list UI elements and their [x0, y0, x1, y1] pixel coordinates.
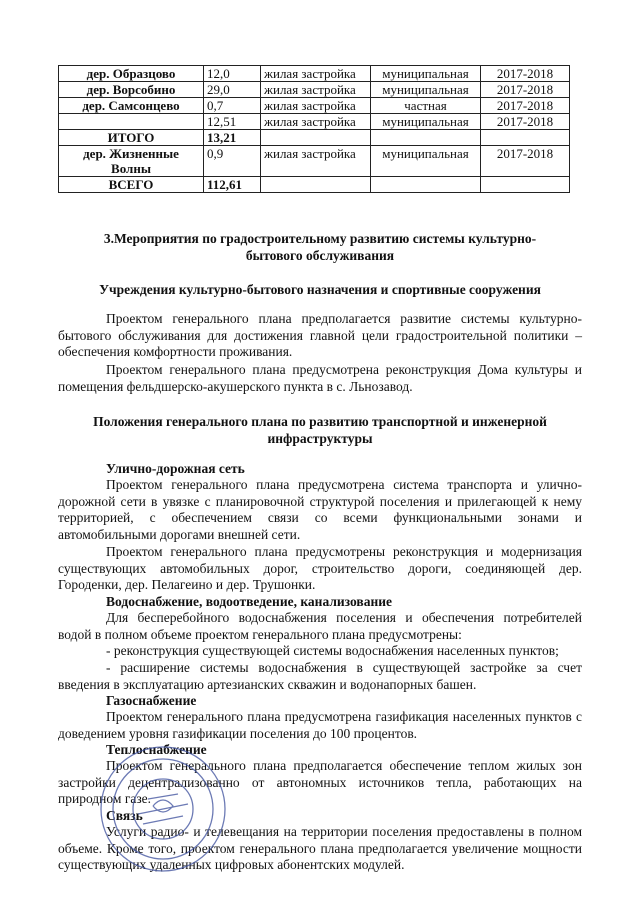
transport-title: [70, 413, 570, 447]
water-item-2: - расширение системы водоснабжения в существующей застройке за счет введения в эксплуатацию артезианских скважин и водонапорных башен.: [58, 660, 582, 692]
row-use-cell: [261, 177, 371, 193]
row-area-cell: 13,21: [204, 130, 261, 146]
roads-para2: Проектом генерального плана предусмотрены реконструкция и модернизация существующих автомобильных дорог, строительство дороги, соединяющей дер. Городенки, дер. Пелагеино и дер. Трушонки.: [58, 544, 582, 592]
row-use-cell: [261, 130, 371, 146]
row-ownership-cell: муниципальная: [371, 146, 481, 177]
section3-para2: Проектом генерального плана предусмотрена реконструкция Дома культуры и помещения фельдшерско-акушерского пункта в с. Льнозавод.: [58, 362, 582, 394]
gas-para: Проектом генерального плана предусмотрена газификация населенных пунктов с доведением уровня газификации поселения до 100 процентов.: [58, 709, 582, 741]
row-area-cell: 0,7: [204, 98, 261, 114]
gas-heading: Газоснабжение: [106, 693, 197, 708]
row-use-cell: жилая застройка: [261, 98, 371, 114]
row-area-cell: 12,0: [204, 66, 261, 82]
row-years-cell: 2017-2018: [481, 146, 570, 177]
table-row: [59, 66, 570, 82]
row-name-cell: ВСЕГО: [59, 177, 204, 193]
row-years-cell: [481, 130, 570, 146]
land-table: [58, 65, 570, 193]
row-name-cell: дер. Самсонцево: [59, 98, 204, 114]
section3-subtitle: Учреждения культурно-бытового назначения и спортивные сооружения: [99, 282, 541, 297]
water-heading: Водоснабжение, водоотведение, канализование: [106, 594, 393, 609]
row-name-cell: ИТОГО: [59, 130, 204, 146]
table-row: [59, 177, 570, 193]
row-ownership-cell: частная: [371, 98, 481, 114]
row-use-cell: жилая застройка: [261, 146, 371, 177]
row-name-cell: [59, 114, 204, 130]
row-years-cell: 2017-2018: [481, 114, 570, 130]
roads-heading: Улично-дорожная сеть: [106, 461, 245, 476]
row-use-cell: жилая застройка: [261, 82, 371, 98]
row-area-cell: 112,61: [204, 177, 261, 193]
heat-heading: Теплоснабжение: [106, 742, 207, 757]
heat-para: Проектом генерального плана предполагается обеспечение теплом жилых зон застройки децентрализованно от автономных источников тепла, работающих на природном газе.: [58, 758, 582, 806]
comm-heading: Связь: [106, 808, 143, 823]
section3-title-line1: 3.Мероприятия по градостроительному развитию системы культурно-: [103, 231, 537, 246]
row-area-cell: 0,9: [204, 146, 261, 177]
table-row: [59, 82, 570, 98]
comm-para: Услуги радио- и телевещания на территории поселения предоставлены в полном объеме. Кроме того, проектом генерального плана предполагается увеличение мощности существующих удаленных цифровых абонентских модулей.: [58, 824, 582, 872]
row-ownership-cell: [371, 177, 481, 193]
water-item-1: - реконструкция существующей системы водоснабжения населенных пунктов;: [106, 643, 559, 658]
table-row: [59, 98, 570, 114]
transport-title-line1: Положения генерального плана по развитию транспортной и инженерной: [93, 414, 547, 429]
row-use-cell: жилая застройка: [261, 66, 371, 82]
row-use-cell: жилая застройка: [261, 114, 371, 130]
row-name-cell: дер. Жизненные Волны: [59, 146, 204, 177]
table-row: [59, 130, 570, 146]
row-area-cell: 12,51: [204, 114, 261, 130]
row-name-cell: дер. Ворсобино: [59, 82, 204, 98]
row-years-cell: 2017-2018: [481, 82, 570, 98]
row-ownership-cell: [371, 130, 481, 146]
row-name-cell: дер. Образцово: [59, 66, 204, 82]
roads-para1: Проектом генерального плана предусмотрена система транспорта и улично-дорожной сети в увязке с планировочной структурой поселения и прилегающей к нему территорией, с обеспечением связи со всеми функциональными зонами и автомобильными дорогами внешней сети.: [58, 477, 582, 542]
section3-title-line2: бытового обслуживания: [245, 248, 395, 263]
section3-para1: Проектом генерального плана предполагается развитие системы культурно-бытового обслуживания для достижения главной цели градостроительной политики – обеспечения комфортности проживания.: [58, 311, 582, 359]
row-years-cell: [481, 177, 570, 193]
row-years-cell: 2017-2018: [481, 66, 570, 82]
row-ownership-cell: муниципальная: [371, 114, 481, 130]
transport-title-line2: инфраструктуры: [267, 431, 373, 446]
row-ownership-cell: муниципальная: [371, 66, 481, 82]
table-row: [59, 114, 570, 130]
row-years-cell: 2017-2018: [481, 98, 570, 114]
row-area-cell: 29,0: [204, 82, 261, 98]
table-row: [59, 146, 570, 177]
water-para: Для бесперебойного водоснабжения поселения и обеспечения потребителей водой в полном объеме проектом генерального плана предусмотрены:: [58, 610, 582, 642]
row-ownership-cell: муниципальная: [371, 82, 481, 98]
section3-title: [70, 230, 570, 264]
